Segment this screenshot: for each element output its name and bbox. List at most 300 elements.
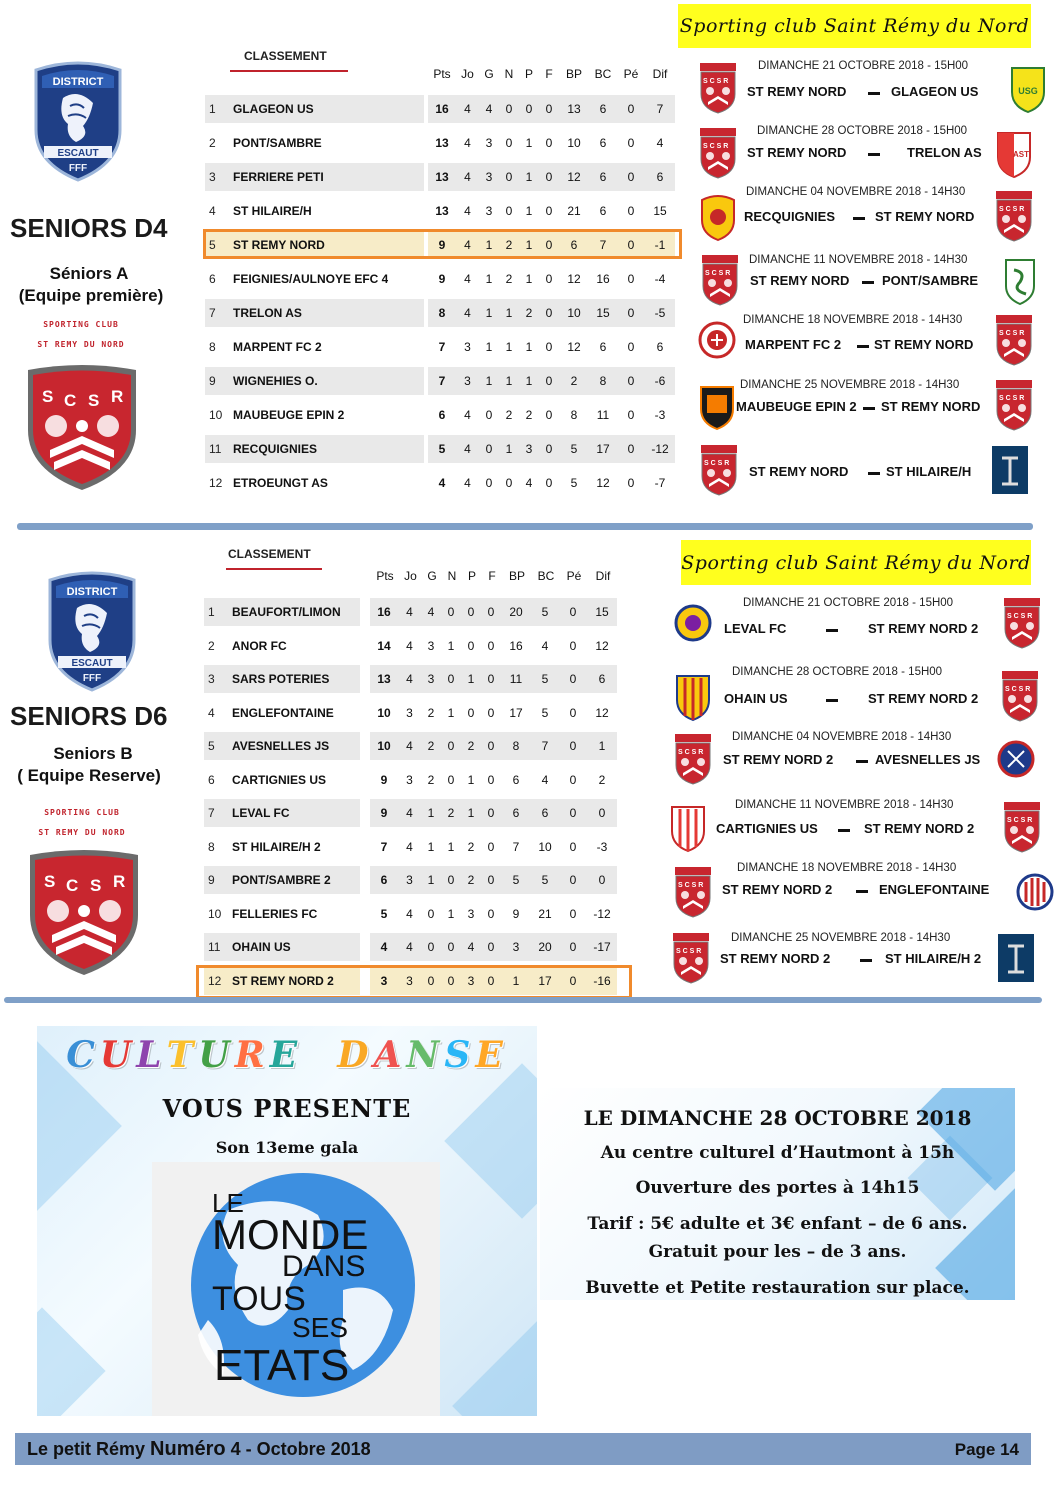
gala-venue: Au centre culturel d’Hautmont à 15h	[600, 1143, 955, 1163]
stat-cell: -1	[654, 238, 666, 252]
stat-cell: 1	[427, 839, 435, 854]
fixture-date: DIMANCHE 25 NOVEMBRE 2018 - 14H30	[731, 932, 951, 944]
stat-cell: 1	[467, 806, 475, 820]
stat-cell: 7	[656, 102, 664, 116]
fixture-away-team: ST REMY NORD 2	[868, 691, 979, 706]
stat-cell: 4	[485, 102, 493, 116]
home-team-badge-icon	[671, 932, 711, 984]
league-title: SENIORS D6	[10, 701, 168, 731]
stat-cell: 2	[505, 408, 513, 422]
club-name-line2: ST REMY DU NORD	[38, 828, 126, 837]
fixture-home-team: ST REMY NORD 2	[723, 752, 834, 767]
fixture-versus-dash	[868, 153, 880, 156]
home-team-badge-icon	[668, 801, 708, 853]
stat-cell: 4	[464, 102, 471, 116]
stat-cell: 1	[447, 705, 455, 720]
stat-cell: 13	[567, 102, 581, 116]
stat-cell: -16	[593, 973, 611, 988]
fixture-item	[0, 379, 1059, 441]
stat-cell: 4	[464, 170, 471, 184]
stat-cell: 4	[464, 408, 471, 422]
stat-cell: 0	[627, 442, 635, 456]
team-cell: WIGNEHIES O.	[233, 374, 318, 388]
fixture-versus-dash	[868, 92, 880, 95]
stat-cell: 1	[427, 806, 435, 820]
stat-cell: 3	[380, 973, 388, 988]
stat-cell: 7	[438, 340, 446, 354]
stat-cell: 15	[596, 306, 610, 320]
club-banner: Sporting club Saint Rémy du Nord	[681, 540, 1031, 585]
stat-cell: 3	[406, 873, 413, 887]
classement-title: CLASSEMENT	[244, 49, 327, 63]
stat-cell: 5	[541, 873, 549, 887]
classement-title: CLASSEMENT	[228, 547, 311, 561]
club-name-line1: SPORTING CLUB	[43, 320, 119, 329]
stat-cell: 4	[467, 940, 475, 954]
fixture-date: DIMANCHE 25 NOVEMBRE 2018 - 14H30	[740, 379, 960, 391]
stat-cell: 4	[525, 476, 533, 490]
stat-cell: 2	[525, 408, 533, 422]
fixture-item	[0, 186, 1059, 248]
team-cell: ST REMY NORD	[233, 238, 325, 252]
stat-cell: 1	[505, 442, 513, 456]
fixture-away-team: ST REMY NORD 2	[868, 621, 979, 636]
rank-cell: 12	[209, 476, 223, 490]
stat-cell: 4	[464, 476, 471, 490]
stat-cell: 12	[596, 476, 610, 490]
stat-cell: 6	[570, 238, 578, 252]
stat-cell: 10	[538, 839, 552, 854]
stat-cell: 1	[525, 340, 533, 354]
rank-cell: 1	[208, 605, 215, 619]
header-4: P	[467, 569, 476, 583]
fixture-item	[0, 731, 1059, 793]
fixture-item	[0, 254, 1059, 316]
header-9: Dif	[652, 67, 668, 81]
stat-cell: 17	[509, 705, 523, 720]
stat-cell: 0	[545, 340, 553, 354]
fixture-away-team: ST REMY NORD	[874, 337, 974, 352]
stat-cell: 0	[569, 940, 577, 954]
standings-header	[371, 569, 618, 583]
stat-cell: 10	[377, 739, 391, 753]
home-team-badge-icon	[673, 733, 713, 785]
vous-presente-text: VOUS PRESENTE	[162, 1094, 412, 1123]
stat-cell: 2	[447, 806, 455, 820]
stat-cell: 0	[427, 906, 435, 921]
gala-price: Tarif : 5€ adulte et 3€ enfant – de 6 ans.	[587, 1214, 968, 1234]
stat-cell: 0	[545, 374, 553, 388]
team-cell: PONT/SAMBRE 2	[232, 873, 331, 887]
stat-cell: 0	[627, 170, 635, 184]
stat-cell: 0	[427, 973, 435, 988]
svg-text:FFF: FFF	[68, 163, 88, 174]
away-team-badge-icon	[994, 314, 1034, 366]
stat-cell: 1	[447, 638, 455, 653]
gala-date: LE DIMANCHE 28 OCTOBRE 2018	[583, 1106, 972, 1130]
stat-cell: 0	[627, 136, 635, 150]
stat-cell: 3	[512, 940, 520, 954]
stat-cell: 0	[485, 408, 493, 422]
stat-cell: 4	[464, 442, 471, 456]
classement-underline	[226, 568, 322, 570]
league-title: SENIORS D4	[10, 213, 168, 243]
footer-issue	[27, 1438, 371, 1461]
team-cell: BEAUFORT/LIMON	[232, 605, 341, 619]
stat-cell: 2	[570, 374, 578, 388]
stat-cell: 0	[569, 605, 577, 619]
fixture-date: DIMANCHE 04 NOVEMBRE 2018 - 14H30	[746, 186, 966, 198]
svg-text:FFF: FFF	[82, 673, 102, 684]
stat-cell: 0	[505, 136, 513, 150]
header-5: F	[545, 67, 553, 81]
stat-cell: 0	[487, 973, 495, 988]
fixture-away-team: AVESNELLES JS	[875, 752, 981, 767]
stat-cell: 0	[447, 739, 455, 753]
fixture-date: DIMANCHE 18 NOVEMBRE 2018 - 14H30	[743, 314, 963, 326]
stat-cell: 4	[438, 476, 446, 490]
fixture-item	[0, 666, 1059, 728]
fixture-versus-dash	[862, 281, 874, 284]
stat-cell: 4	[406, 806, 413, 820]
stat-cell: 8	[599, 374, 607, 388]
fixture-date: DIMANCHE 11 NOVEMBRE 2018 - 14H30	[749, 254, 968, 266]
stat-cell: 6	[599, 204, 607, 218]
stat-cell: 0	[569, 806, 577, 820]
stat-cell: 0	[447, 873, 455, 887]
stat-cell: 4	[406, 839, 413, 854]
stat-cell: 3	[467, 973, 475, 988]
gala-buvette: Buvette et Petite restauration sur place.	[585, 1278, 970, 1298]
section-divider	[4, 997, 1042, 1003]
stat-cell: 14	[377, 638, 391, 653]
stat-cell: 1	[505, 340, 513, 354]
stat-cell: 0	[467, 705, 475, 720]
fixture-date: DIMANCHE 18 NOVEMBRE 2018 - 14H30	[737, 862, 957, 874]
rank-cell: 5	[209, 238, 216, 252]
rank-cell: 7	[208, 806, 215, 820]
stat-cell: 12	[595, 705, 609, 720]
stat-cell: 0	[627, 408, 635, 422]
rank-cell: 9	[208, 873, 215, 887]
rank-cell: 9	[209, 374, 216, 388]
stat-cell: 3	[464, 374, 471, 388]
fixture-home-team: RECQUIGNIES	[744, 209, 836, 224]
stat-cell: 3	[406, 705, 413, 720]
stat-cell: 6	[380, 873, 388, 887]
stat-cell: 1	[447, 839, 455, 854]
home-team-badge-icon	[673, 597, 713, 649]
fixture-date: DIMANCHE 28 OCTOBRE 2018 - 15H00	[757, 125, 968, 137]
seniors-d6-section	[0, 535, 1059, 1000]
stat-cell: 7	[541, 739, 549, 753]
stat-cell: 4	[656, 136, 664, 150]
home-team-badge-icon	[698, 127, 738, 179]
monde-word-1: LE	[212, 1188, 244, 1218]
stat-cell: 7	[599, 238, 607, 252]
stat-cell: 1	[505, 374, 513, 388]
header-1: Jo	[404, 569, 417, 583]
stat-cell: -6	[654, 374, 666, 388]
stat-cell: 0	[545, 272, 553, 286]
stat-cell: 3	[485, 170, 493, 184]
stat-cell: 6	[512, 806, 520, 820]
fixture-versus-dash	[868, 472, 880, 475]
header-9: Dif	[595, 569, 611, 583]
monde-word-3: DANS	[282, 1250, 366, 1283]
stat-cell: 0	[545, 102, 553, 116]
stat-cell: 4	[464, 306, 471, 320]
stat-cell: 1	[447, 906, 455, 921]
fixture-home-team: ST REMY NORD	[747, 84, 847, 99]
stat-cell: 6	[599, 170, 607, 184]
stat-cell: 17	[596, 442, 610, 456]
page-footer	[15, 1433, 1031, 1465]
svg-text:USG: USG	[1018, 86, 1038, 96]
stat-cell: -3	[654, 408, 666, 422]
stat-cell: 6	[599, 102, 607, 116]
stat-cell: -12	[651, 442, 669, 456]
stat-cell: 0	[447, 940, 455, 954]
stat-cell: 10	[567, 136, 581, 150]
svg-text:ESCAUT: ESCAUT	[71, 658, 113, 669]
stat-cell: 5	[570, 476, 578, 490]
stat-cell: 0	[485, 442, 493, 456]
header-6: BP	[565, 67, 582, 81]
stat-cell: 16	[509, 638, 523, 653]
stat-cell: 20	[538, 940, 552, 954]
team-name-line2: (Equipe première)	[18, 286, 164, 305]
stat-cell: 16	[596, 272, 610, 286]
fixture-item	[0, 314, 1059, 376]
stat-cell: 4	[406, 940, 413, 954]
stat-cell: 2	[467, 739, 475, 753]
home-team-badge-icon	[700, 254, 740, 306]
stat-cell: 0	[545, 442, 553, 456]
fixture-home-team: ST REMY NORD 2	[720, 951, 831, 966]
fixture-away-team: PONT/SAMBRE	[882, 273, 979, 288]
stat-cell: 0	[545, 204, 553, 218]
stat-cell: 0	[569, 973, 577, 988]
stat-cell: 2	[427, 772, 435, 787]
away-team-badge-icon	[996, 932, 1036, 984]
rank-cell: 10	[209, 408, 223, 422]
stat-cell: 0	[505, 204, 513, 218]
stat-cell: -7	[654, 476, 666, 490]
stat-cell: 1	[485, 374, 493, 388]
fixture-item	[0, 597, 1059, 659]
team-cell: FERRIERE PETI	[233, 170, 324, 184]
stat-cell: 0	[487, 705, 495, 720]
header-6: BP	[508, 569, 525, 583]
stat-cell: 17	[538, 973, 552, 988]
stat-cell: 0	[487, 605, 495, 619]
stat-cell: -3	[596, 839, 608, 854]
team-cell: SARS POTERIES	[232, 672, 330, 686]
header-4: P	[524, 67, 533, 81]
stat-cell: 8	[512, 739, 520, 753]
fixture-away-team: ST HILAIRE/H 2	[885, 951, 982, 966]
stat-cell: 16	[435, 102, 449, 116]
fixture-home-team: LEVAL FC	[724, 621, 787, 636]
header-1: Jo	[461, 67, 474, 81]
stat-cell: 0	[569, 705, 577, 720]
stat-cell: 0	[525, 102, 533, 116]
stat-cell: 0	[487, 772, 495, 787]
stat-cell: 1	[525, 204, 533, 218]
stat-cell: 4	[541, 638, 549, 653]
stat-cell: 20	[509, 605, 523, 619]
team-cell: ANOR FC	[232, 638, 287, 653]
stat-cell: 16	[377, 605, 391, 619]
stat-cell: 0	[627, 238, 635, 252]
culture-danse-poster	[37, 1026, 537, 1416]
home-team-badge-icon	[699, 444, 739, 496]
stat-cell: 4	[406, 739, 413, 753]
fixture-home-team: MAUBEUGE EPIN 2	[736, 399, 857, 414]
section-divider	[17, 523, 1033, 530]
stat-cell: 7	[380, 839, 388, 854]
club-name-line1: SPORTING CLUB	[44, 808, 120, 817]
header-2: G	[427, 569, 437, 583]
stat-cell: 0	[545, 170, 553, 184]
stat-cell: -17	[593, 940, 611, 954]
team-cell: FEIGNIES/AULNOYE EFC 4	[233, 272, 389, 286]
stat-cell: 15	[653, 204, 667, 218]
stat-cell: 4	[427, 605, 435, 619]
stat-cell: 0	[447, 973, 455, 988]
stat-cell: 5	[512, 873, 520, 887]
fixture-versus-dash	[856, 760, 868, 763]
fixture-home-team: MARPENT FC 2	[745, 337, 842, 352]
stat-cell: 7	[438, 374, 446, 388]
stat-cell: 11	[509, 672, 523, 686]
stat-cell: 3	[467, 906, 475, 921]
fixture-away-team: GLAGEON US	[891, 84, 979, 99]
stat-cell: 4	[464, 238, 471, 252]
monde-word-6: ETATS	[214, 1341, 350, 1390]
stat-cell: -5	[654, 306, 666, 320]
stat-cell: 10	[377, 705, 391, 720]
stat-cell: 1	[485, 306, 493, 320]
stat-cell: 1	[525, 272, 533, 286]
footer-numero: Numéro	[150, 1438, 226, 1460]
away-team-badge-icon	[1002, 597, 1042, 649]
team-cell: TRELON AS	[233, 306, 302, 320]
stat-cell: 0	[545, 476, 553, 490]
fixture-item	[0, 862, 1059, 924]
stat-cell: 9	[438, 272, 446, 286]
team-cell: RECQUIGNIES	[233, 442, 318, 456]
stat-cell: 1	[485, 238, 493, 252]
stat-cell: 0	[487, 873, 495, 887]
fixture-item	[0, 125, 1059, 187]
fixture-item	[0, 440, 1059, 502]
home-team-badge-icon	[673, 866, 713, 918]
fixture-home-team: ST REMY NORD 2	[722, 882, 833, 897]
monde-word-5: SES	[292, 1312, 349, 1343]
header-3: N	[447, 569, 457, 583]
rank-cell: 12	[208, 973, 222, 988]
stat-cell: 0	[485, 476, 493, 490]
stat-cell: 1	[467, 672, 475, 686]
team-cell: OHAIN US	[232, 940, 291, 954]
rank-cell: 11	[208, 940, 221, 954]
stat-cell: 21	[567, 204, 581, 218]
stat-cell: 6	[656, 170, 664, 184]
stat-cell: -12	[593, 906, 611, 921]
stat-cell: 1	[598, 739, 606, 753]
stat-cell: 6	[598, 672, 606, 686]
stat-cell: 3	[525, 442, 533, 456]
footer-date: 4 - Octobre 2018	[225, 1439, 371, 1459]
stat-cell: 12	[567, 340, 581, 354]
team-cell: AVESNELLES JS	[232, 739, 330, 753]
stat-cell: 13	[377, 672, 391, 686]
stat-cell: 1	[427, 873, 435, 887]
stat-cell: 12	[567, 170, 581, 184]
team-name-line2: ( Equipe Reserve)	[17, 766, 161, 785]
svg-text:DISTRICT: DISTRICT	[66, 586, 118, 598]
home-team-badge-icon	[698, 62, 738, 114]
stat-cell: 0	[545, 306, 553, 320]
stat-cell: 2	[598, 772, 606, 787]
stat-cell: 0	[569, 638, 577, 653]
stat-cell: 0	[569, 772, 577, 787]
stat-cell: 11	[596, 408, 610, 422]
fixture-item	[0, 799, 1059, 861]
team-cell: ST REMY NORD 2	[232, 973, 334, 988]
rank-cell: 4	[209, 204, 216, 218]
stat-cell: 1	[485, 340, 493, 354]
stat-cell: 1	[525, 170, 533, 184]
stat-cell: 3	[427, 672, 435, 686]
rank-cell: 5	[208, 739, 215, 753]
away-team-badge-icon	[1002, 801, 1042, 853]
svg-text:AST: AST	[1013, 150, 1029, 159]
team-cell: CARTIGNIES US	[232, 772, 327, 787]
team-cell: FELLERIES FC	[232, 906, 318, 921]
stat-cell: 0	[447, 605, 455, 619]
away-team-badge-icon	[1015, 866, 1055, 918]
stat-cell: 4	[464, 136, 471, 150]
rank-cell: 8	[209, 340, 216, 354]
fixture-date: DIMANCHE 04 NOVEMBRE 2018 - 14H30	[732, 731, 952, 743]
header-8: Pé	[566, 569, 582, 583]
rank-cell: 3	[209, 170, 216, 184]
gala-doors: Ouverture des portes à 14h15	[635, 1178, 920, 1198]
stat-cell: 0	[545, 238, 553, 252]
team-cell: LEVAL FC	[232, 806, 290, 820]
district-text: DISTRICT	[52, 76, 104, 88]
stat-cell: 0	[627, 374, 635, 388]
gala-free: Gratuit pour les – de 3 ans.	[648, 1242, 907, 1262]
stat-cell: 4	[464, 272, 471, 286]
away-team-badge-icon	[1008, 62, 1048, 114]
rank-cell: 6	[208, 772, 215, 787]
team-name-line1: Seniors B	[53, 744, 133, 763]
stat-cell: 1	[525, 374, 533, 388]
header-2: G	[484, 67, 494, 81]
stat-cell: 6	[512, 772, 520, 787]
stat-cell: 12	[595, 638, 609, 653]
stat-cell: 2	[467, 873, 475, 887]
stat-cell: 9	[380, 772, 388, 787]
stat-cell: 1	[512, 973, 520, 988]
stat-cell: 0	[447, 672, 455, 686]
fixture-date: DIMANCHE 11 NOVEMBRE 2018 - 14H30	[735, 799, 954, 811]
stat-cell: 0	[487, 672, 495, 686]
